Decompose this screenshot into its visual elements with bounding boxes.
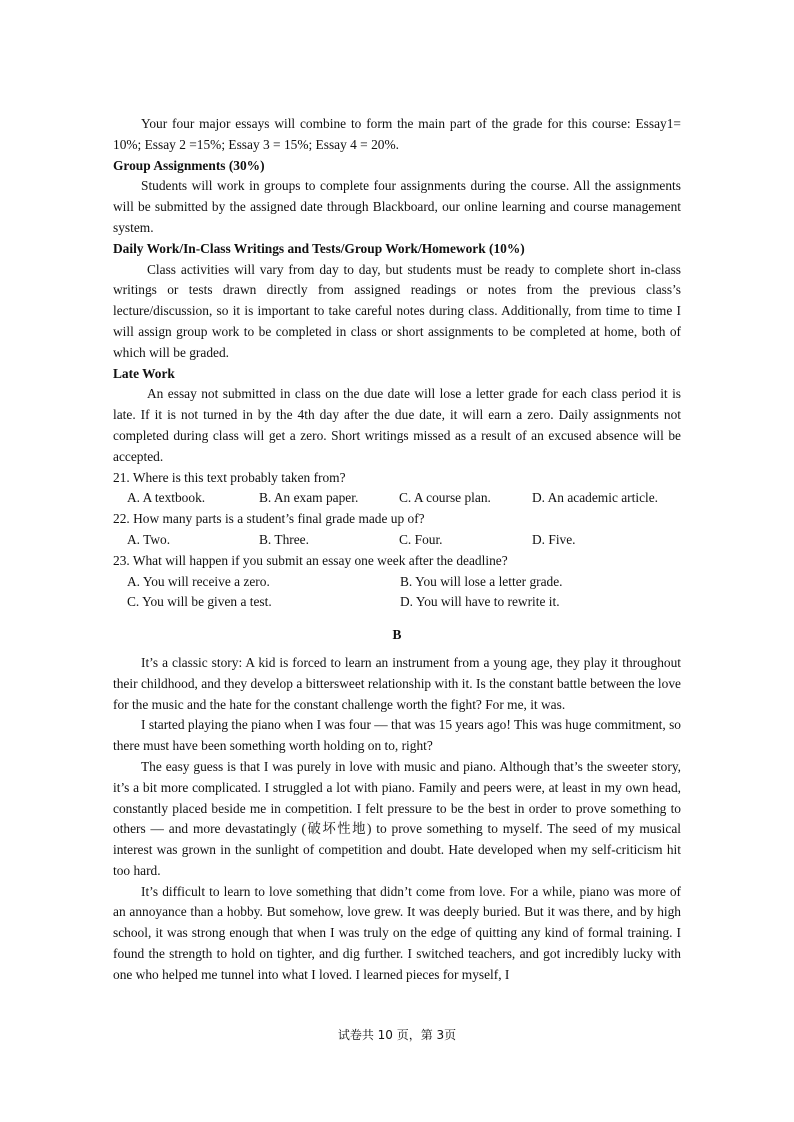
passage-b-paragraph-2: I started playing the piano when I was four — that was 15 years ago! This was huge commitment, so there must have been something worth holding on to, right? (113, 717, 681, 754)
question-23-option-b: B. You will lose a letter grade. (400, 573, 563, 589)
question-22-option-d: D. Five. (532, 531, 576, 547)
question-21-option-b: B. An exam paper. (259, 490, 359, 506)
question-22-option-c: C. Four. (399, 531, 443, 547)
question-23-option-c: C. You will be given a test. (127, 594, 272, 610)
question-23-stem: 23. What will happen if you submit an essay one week after the deadline? (113, 552, 508, 568)
question-21-options (113, 488, 681, 509)
page-content (113, 114, 681, 986)
question-21-option-c: C. A course plan. (399, 490, 491, 506)
passage-b-paragraph-1: It’s a classic story: A kid is forced to learn an instrument from a young age, they play it throughout their childhood, and they develop a bittersweet relationship with it. Is the constant battle between the love for the music and the hate for the constant challenge worth the fight? For me, it was. (113, 654, 681, 712)
page-footer: 试卷共 10 页，第 3页 (337, 1028, 457, 1042)
daily-work-heading: Daily Work/In-Class Writings and Tests/Group Work/Homework (10%) (113, 240, 525, 256)
question-21-option-d: D. An academic article. (532, 490, 659, 506)
group-assignments-heading: Group Assignments (30%) (113, 157, 265, 173)
daily-work-paragraph: Class activities will vary from day to day, but students must be ready to complete short in-class writings or tests drawn directly from assigned readings or notes from the previous class’s lecture/discussion, so it is important to take careful notes during class. Additionally, from time to time I will assign group work to be completed in class or short assignments to be completed at home, both of which will be graded. (113, 261, 681, 360)
passage-b-paragraph-4: It’s difficult to learn to love something that didn’t come from love. For a while, piano was more of an annoyance than a hobby. But somehow, love grew. It was deeply buried. But it was there, and by high school, it was strong enough that when I was truly on the edge of quitting any kind of formal training. I found the strength to hold on tighter, and dig further. I switched teachers, and got incredibly lucky with one who helped me tunnel into what I loved. I learned pieces for myself, I (113, 883, 681, 982)
question-21-stem: 21. Where is this text probably taken from? (113, 469, 346, 485)
question-23-options-row-2 (113, 592, 681, 613)
question-22-option-a: A. Two. (127, 531, 171, 547)
group-assignments-paragraph: Students will work in groups to complete four assignments during the course. All the assignments will be submitted by the assigned date through Blackboard, our online learning and course management system. (113, 178, 681, 235)
question-21-option-a: A. A textbook. (127, 490, 206, 506)
section-b-label: B (392, 627, 402, 643)
late-work-heading: Late Work (113, 365, 175, 381)
question-22-stem: 22. How many parts is a student’s final grade made up of? (113, 511, 425, 527)
late-work-paragraph: An essay not submitted in class on the due date will lose a letter grade for each class period it is late. If it is not turned in by the 4th day after the due date, it will earn a zero. Daily assignments not completed during class will get a zero. Short writings missed as a result of an excused absence will be accepted. (113, 386, 681, 464)
essays-paragraph: Your four major essays will combine to form the main part of the grade for this course: Essay1= 10%; Essay 2 =15%; Essay 3 = 15%; Essay 4 = 20%. (113, 116, 681, 152)
question-23-option-a: A. You will receive a zero. (127, 573, 270, 589)
question-23-option-d: D. You will have to rewrite it. (400, 594, 560, 610)
question-23-options-row-1 (113, 572, 681, 593)
passage-b-paragraph-3: The easy guess is that I was purely in love with music and piano. Although that’s the sweeter story, it’s a bit more complicated. I struggled a lot with piano. Family and peers were, at least in my own head, constantly placed beside me in competition. I felt pressure to be the best in order to prove something to others — and more devastatingly (破坏性地) to prove something to myself. The seed of my musical interest was grown in the sunlight of competition and doubt. Hate developed when my self-criticism hit too hard. (113, 758, 681, 878)
question-22-option-b: B. Three. (259, 531, 309, 547)
question-22-options (113, 530, 681, 551)
